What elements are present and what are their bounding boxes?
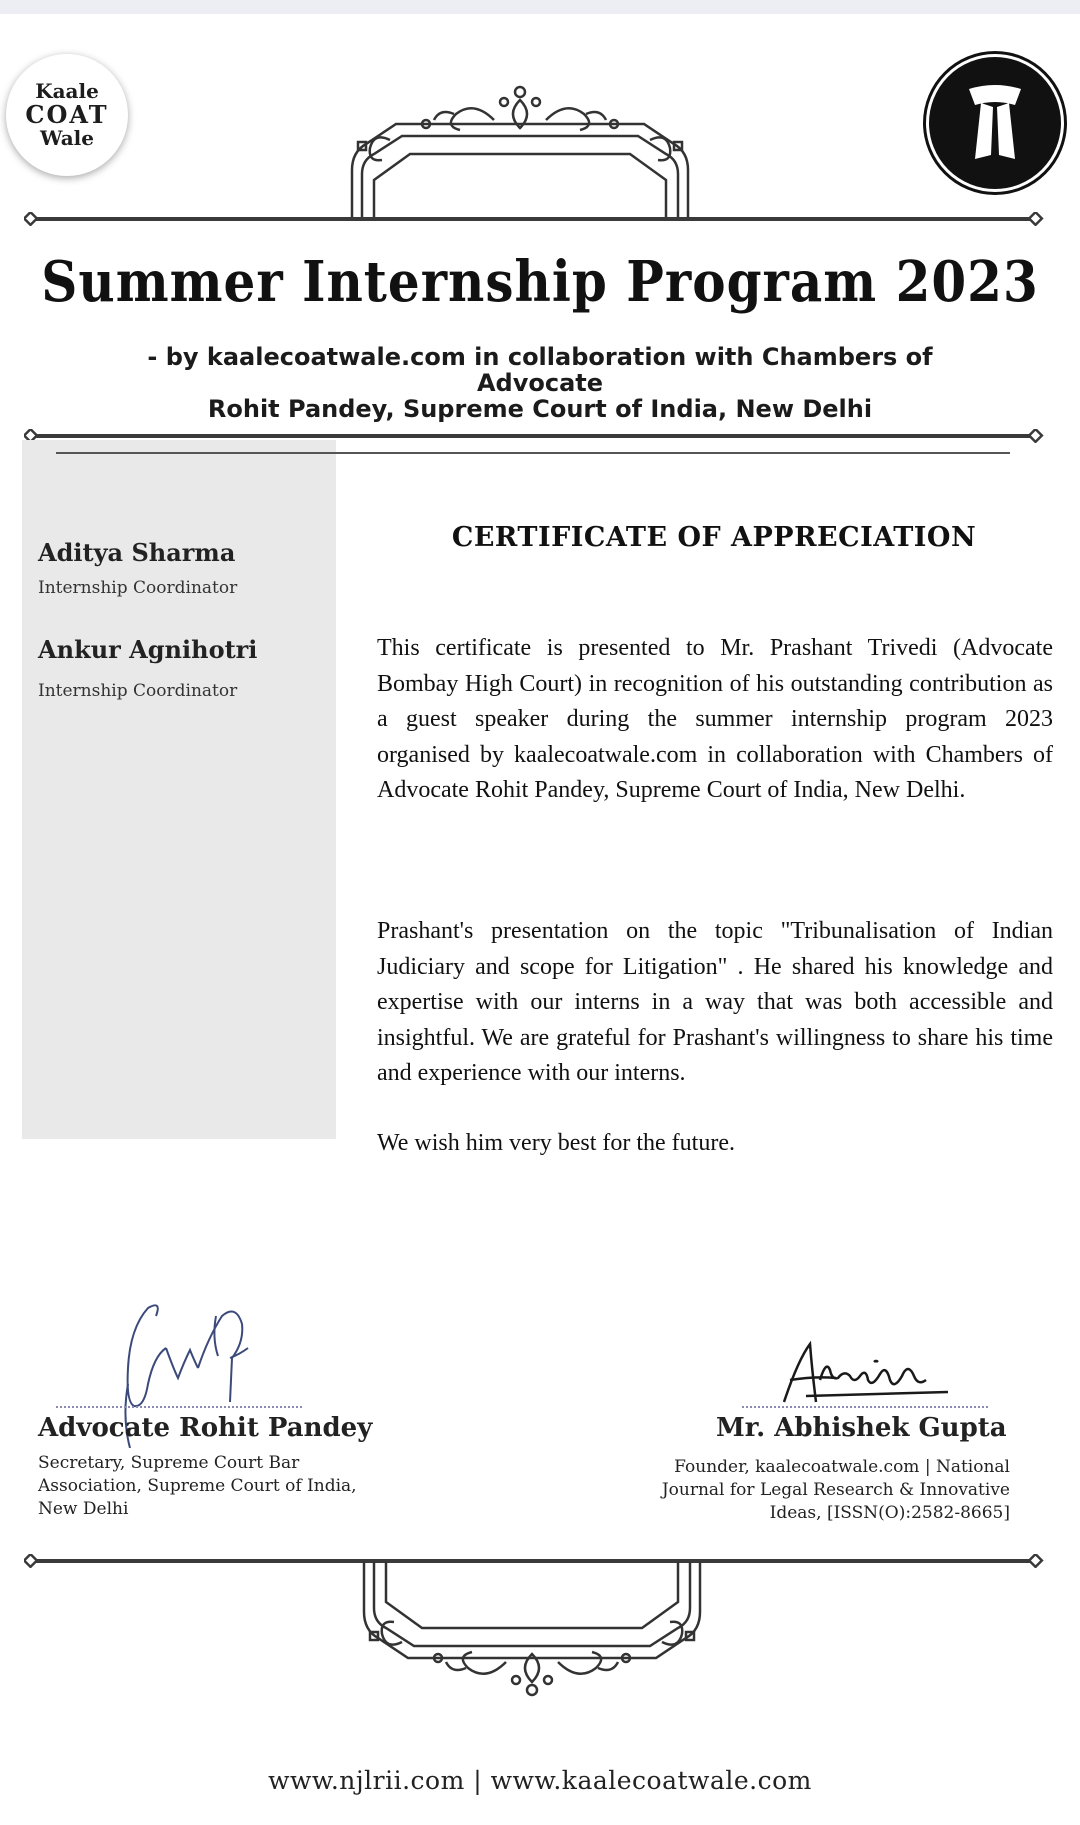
coordinator-role: Internship Coordinator <box>38 578 238 598</box>
coordinator-role: Internship Coordinator <box>38 681 238 701</box>
page-title: Summer Internship Program 2023 <box>41 248 1039 315</box>
signatory-role-line: Founder, kaalecoatwale.com | National <box>674 1457 1010 1477</box>
subtitle-line-1: - by kaalecoatwale.com in collaboration with Chambers of Advocate <box>147 343 933 397</box>
top-ornament-frame <box>344 80 696 220</box>
logo-text-line-2: COAT <box>25 100 109 130</box>
logo-text-line-3: Wale <box>39 125 94 150</box>
signatory-name: Advocate Rohit Pandey <box>38 1413 373 1443</box>
advocate-band-icon <box>926 54 1064 192</box>
certificate-paragraph: Prashant's presentation on the topic "Tribunalisation of Indian Judiciary and scope for Litigation" . He shared his knowledge and expertise with our interns in a way that was both accessible and insightful. We are grateful for Prashant's willingness to share his time and experience with our interns. <box>377 918 1053 1086</box>
signatory-name: Mr. Abhishek Gupta <box>716 1413 1007 1443</box>
kaalecoatwale-logo <box>6 54 128 176</box>
signatory-role-line: Secretary, Supreme Court Bar <box>38 1453 300 1473</box>
signature-dotted-line <box>742 1406 988 1408</box>
certificate-heading: CERTIFICATE OF APPRECIATION <box>451 522 977 553</box>
signatory-role-line: Association, Supreme Court of India, <box>38 1476 357 1496</box>
signatory-role-line: New Delhi <box>38 1499 129 1519</box>
signature-dotted-line <box>56 1406 302 1408</box>
logo-text-line-1: Kaale <box>35 79 99 104</box>
certificate-paragraph: This certificate is presented to Mr. Prashant Trivedi (Advocate Bombay High Court) in recognition of his outstanding contribution as a guest speaker during the summer internship program 2023 organised by kaalecoatwale.com in collaboration with Chambers of Advocate Rohit Pandey, Supreme Court of India, New Delhi. <box>377 635 1053 803</box>
signature-abhishek-gupta <box>776 1340 956 1410</box>
divider-rule-top <box>24 212 1044 226</box>
certificate-paragraph: We wish him very best for the future. <box>377 1130 735 1156</box>
top-band <box>0 0 1080 14</box>
footer-website-links: www.njlrii.com | www.kaalecoatwale.com <box>268 1766 812 1795</box>
thin-separator <box>56 452 1010 454</box>
bottom-ornament-frame <box>356 1562 708 1702</box>
coordinator-name: Ankur Agnihotri <box>38 635 258 664</box>
program-subtitle <box>100 344 980 422</box>
signatory-role-line: Journal for Legal Research & Innovative <box>661 1480 1010 1500</box>
subtitle-line-2: Rohit Pandey, Supreme Court of India, New Delhi <box>207 395 873 423</box>
coordinator-name: Aditya Sharma <box>38 538 236 567</box>
signatory-role-line: Ideas, [ISSN(O):2582-8665] <box>769 1503 1010 1523</box>
signatory-role <box>660 1456 1010 1525</box>
signatory-role <box>38 1452 357 1521</box>
